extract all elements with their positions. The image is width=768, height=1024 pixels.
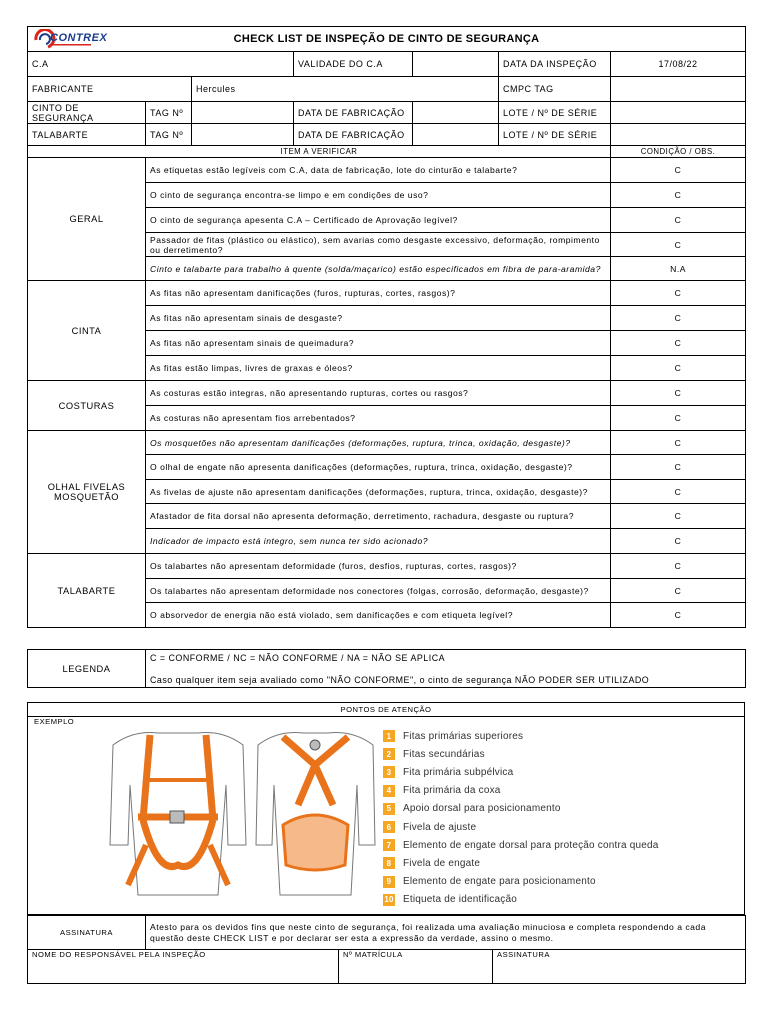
item-condition[interactable]: C: [611, 356, 746, 381]
assinatura-field[interactable]: [493, 950, 746, 984]
item-label: Etiqueta de identificação: [403, 894, 517, 906]
assinatura-label: ASSINATURA: [28, 916, 146, 950]
fabricante-value[interactable]: Hercules: [192, 77, 499, 102]
validade-label: VALIDADE DO C.A: [294, 52, 413, 77]
item-question: Indicador de impacto está integro, sem nunca ter sido acionado?: [146, 529, 611, 554]
item-question: As fitas não apresentam sinais de desgaste?: [146, 306, 611, 331]
item-question: O cinto de segurança encontra-se limpo e em condições de uso?: [146, 183, 611, 208]
item-condition[interactable]: C: [611, 579, 746, 603]
item-number-badge: 10: [384, 895, 394, 905]
item-condition[interactable]: C: [611, 233, 746, 257]
checklist-row: [28, 431, 746, 455]
item-condition[interactable]: C: [611, 529, 746, 554]
item-label: Fivela de ajuste: [403, 821, 477, 833]
nome-responsavel-field[interactable]: [28, 950, 339, 984]
item-question: As fitas estão limpas, livres de graxas e óleos?: [146, 356, 611, 381]
item-number-badge: 3: [383, 766, 395, 778]
item-number-badge: 4: [383, 785, 395, 797]
checklist-row: [28, 554, 746, 579]
cinto-tag-value[interactable]: [192, 102, 294, 124]
pontos-item: [383, 891, 659, 909]
pontos-items-list: [383, 727, 659, 909]
cinto-tag-label: TAG Nº: [146, 102, 192, 124]
talabarte-data-fab-value[interactable]: [413, 124, 499, 146]
item-label: Elemento de engate dorsal para proteção contra queda: [403, 839, 659, 851]
legend-line-1: C = CONFORME / NC = NÃO CONFORME / NA = NÃO SE APLICA: [150, 652, 446, 663]
item-condition[interactable]: C: [611, 554, 746, 579]
validade-value[interactable]: [413, 52, 499, 77]
pontos-item: [383, 763, 659, 781]
item-question: As etiquetas estão legíveis com C.A, data de fabricação, lote do cinturão e talabarte?: [146, 158, 611, 183]
ca-label: C.A: [28, 52, 294, 77]
cinto-lote-label: LOTE / Nº DE SÉRIE: [499, 102, 611, 124]
item-condition[interactable]: C: [611, 381, 746, 406]
checklist-table: [27, 26, 746, 628]
item-label: Fitas secundárias: [403, 748, 485, 760]
fabricante-label: FABRICANTE: [28, 77, 192, 102]
item-condition[interactable]: C: [611, 331, 746, 356]
item-number-badge: 6: [383, 821, 395, 833]
item-question: Afastador de fita dorsal não apresenta deformação, derretimento, rachadura, desgaste ou ruptura?: [146, 504, 611, 529]
item-number-badge: 1: [383, 730, 395, 742]
signature-table: [27, 915, 746, 984]
item-condition[interactable]: C: [611, 480, 746, 504]
item-question: Os mosquetões não apresentam danificações (deformações, ruptura, trinca, oxidação, desgaste)?: [146, 431, 611, 455]
column-header-item: ITEM A VERIFICAR: [28, 146, 611, 158]
item-number-badge: 2: [383, 748, 395, 760]
item-question: As fivelas de ajuste não apresentam danificações (deformações, ruptura, trinca, oxidação, desgaste)?: [146, 480, 611, 504]
item-label: Elemento de engate para posicionamento: [403, 876, 596, 888]
legend-line-2: Caso qualquer item seja avaliado como "NÃO CONFORME", o cinto de segurança NÃO PODER SER UTILIZADO: [150, 674, 650, 685]
cmpc-tag-label: CMPC TAG: [499, 77, 611, 102]
legend-table: [27, 649, 746, 688]
item-number-badge: 5: [383, 803, 395, 815]
cinto-label: CINTO DE SEGURANÇA: [28, 102, 146, 124]
item-number-badge: 7: [383, 839, 395, 851]
item-question: As fitas não apresentam danificações (furos, rupturas, cortes, rasgos)?: [146, 281, 611, 306]
pontos-item: [383, 782, 659, 800]
data-inspecao-value[interactable]: 17/08/22: [611, 52, 746, 77]
talabarte-tag-value[interactable]: [192, 124, 294, 146]
item-question: As costuras não apresentam fios arrebentados?: [146, 406, 611, 431]
talabarte-lote-label: LOTE / Nº DE SÉRIE: [499, 124, 611, 146]
pontos-item: [383, 800, 659, 818]
pontos-title: PONTOS DE ATENÇÃO: [28, 703, 744, 717]
pontos-item: [383, 818, 659, 836]
item-label: Fita primária da coxa: [403, 785, 501, 797]
cinto-data-fab-label: DATA DE FABRICAÇÃO: [294, 102, 413, 124]
item-question: Os talabartes não apresentam deformidade nos conectores (folgas, corrosão, deformação, desgaste)?: [146, 579, 611, 603]
talabarte-label: TALABARTE: [28, 124, 146, 146]
item-label: Apoio dorsal para posicionamento: [403, 803, 561, 815]
checklist-row: [28, 381, 746, 406]
cmpc-tag-value[interactable]: [611, 77, 746, 102]
cinto-lote-value[interactable]: [611, 102, 746, 124]
nome-responsavel-label: NOME DO RESPONSÁVEL PELA INSPEÇÃO: [32, 950, 206, 959]
item-label: Fivela de engate: [403, 857, 481, 869]
pontos-item: [383, 836, 659, 854]
item-question: As fitas não apresentam sinais de queimadura?: [146, 331, 611, 356]
talabarte-data-fab-label: DATA DE FABRICAÇÃO: [294, 124, 413, 146]
item-condition[interactable]: C: [611, 158, 746, 183]
assinatura-statement: Atesto para os devidos fins que neste cinto de segurança, foi realizada uma avaliação minuciosa e completa respondendo a cada questão deste CHECK LIST e por declarar ser esta a expressão da verdade, assino o mesmo.: [146, 916, 746, 950]
item-condition[interactable]: C: [611, 306, 746, 331]
column-header-condition: CONDIÇÃO / OBS.: [611, 146, 746, 158]
matricula-field[interactable]: [339, 950, 493, 984]
item-label: Fitas primárias superiores: [403, 730, 524, 742]
pontos-item: [383, 854, 659, 872]
group-name: TALABARTE: [28, 554, 146, 628]
item-question: Passador de fitas (plástico ou elástico), sem avarias como desgaste excessivo, deformação, rompimento ou derretimento?: [146, 233, 611, 257]
talabarte-tag-label: TAG Nº: [146, 124, 192, 146]
item-number-badge: 9: [383, 876, 395, 888]
item-question: As costuras estão integras, não apresentando rupturas, cortes ou rasgos?: [146, 381, 611, 406]
pontos-item: [383, 745, 659, 763]
harness-back-illustration: [253, 725, 378, 900]
legend-label: LEGENDA: [28, 650, 146, 688]
data-inspecao-label: DATA DA INSPEÇÃO: [499, 52, 611, 77]
title-cell: [28, 27, 746, 52]
item-label: Fita primária subpélvica: [403, 766, 514, 778]
group-name: GERAL: [28, 158, 146, 281]
item-question: Os talabartes não apresentam deformidade (furos, desfios, rupturas, cortes, rasgos)?: [146, 554, 611, 579]
item-question: O olhal de engate não apresenta danificações (deformações, ruptura, trinca, oxidação, desgaste)?: [146, 455, 611, 480]
item-condition[interactable]: C: [611, 281, 746, 306]
group-name: CINTA: [28, 281, 146, 381]
checklist-row: [28, 281, 746, 306]
pontos-de-atencao-section: [27, 702, 745, 915]
item-condition[interactable]: C: [611, 504, 746, 529]
matricula-label: Nº MATRÍCULA: [343, 950, 403, 959]
harness-front-illustration: [108, 725, 248, 900]
item-number-badge: 8: [383, 857, 395, 869]
page-title: CHECK LIST DE INSPEÇÃO DE CINTO DE SEGURANÇA: [233, 33, 540, 45]
group-name: COSTURAS: [28, 381, 146, 431]
item-condition[interactable]: N.A: [611, 257, 746, 281]
item-condition[interactable]: C: [611, 406, 746, 431]
assinatura-field-label: ASSINATURA: [497, 950, 550, 959]
item-condition[interactable]: C: [611, 455, 746, 480]
item-question: O cinto de segurança apesenta C.A – Certificado de Aprovação legível?: [146, 208, 611, 233]
item-question: O absorvedor de energia não está violado, sem danificações e com etiqueta legível?: [146, 603, 611, 628]
checklist-row: [28, 158, 746, 183]
pontos-item: [383, 727, 659, 745]
item-condition[interactable]: C: [611, 183, 746, 208]
logo-text: CONTREX: [50, 32, 108, 44]
exemplo-label: EXEMPLO: [34, 717, 75, 726]
group-name: OLHAL FIVELAS MOSQUETÃO: [28, 431, 146, 554]
item-condition[interactable]: C: [611, 208, 746, 233]
item-condition[interactable]: C: [611, 603, 746, 628]
pontos-item: [383, 873, 659, 891]
item-condition[interactable]: C: [611, 431, 746, 455]
cinto-data-fab-value[interactable]: [413, 102, 499, 124]
item-question: Cinto e talabarte para trabalho à quente (solda/maçarico) estão especificados em fibra de para-aramida?: [146, 257, 611, 281]
talabarte-lote-value[interactable]: [611, 124, 746, 146]
contrex-logo: [34, 29, 120, 49]
legend-text: [146, 650, 746, 688]
